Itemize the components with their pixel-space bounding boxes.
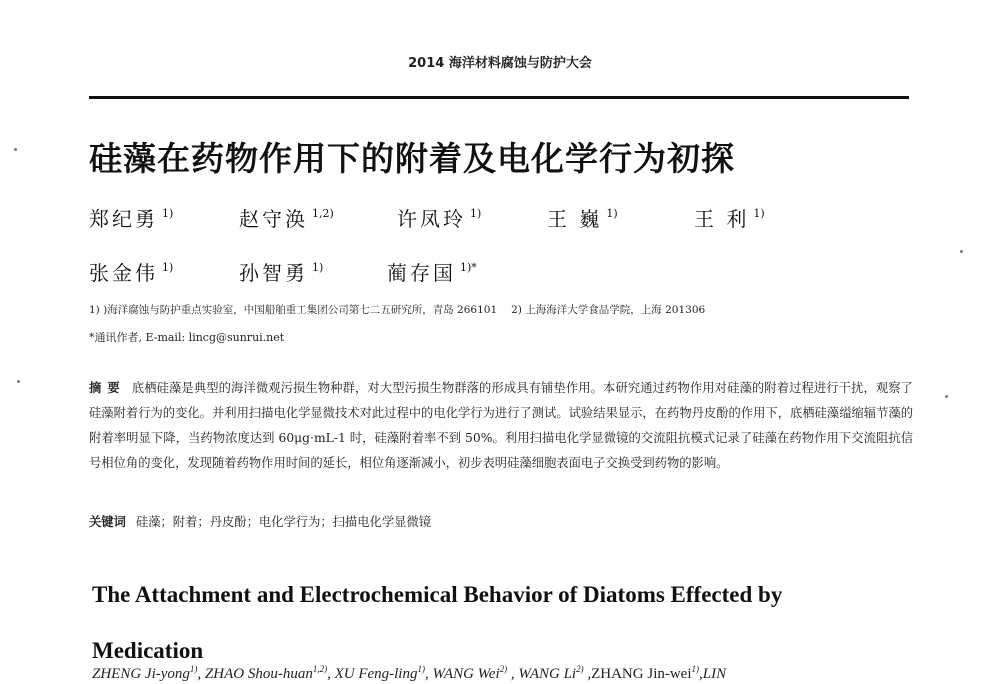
keywords — [89, 512, 431, 530]
abstract — [89, 376, 913, 476]
author: 王 巍 $^{1)}$ — [547, 207, 618, 231]
author: 张金伟 $^{1)}$ — [89, 261, 174, 285]
author: 蔺存国 $^{1)*}$ — [387, 261, 477, 285]
author: 许凤玲 $^{1)}$ — [397, 207, 482, 231]
affiliation-2: 2) 上海海洋大学食品学院，上海 201306 — [511, 304, 706, 316]
scan-speck — [17, 380, 20, 383]
scan-speck — [960, 250, 963, 253]
abstract-text: 底栖硅藻是典型的海洋微观污损生物种群，对大型污损生物群落的形成具有铺垫作用。本研究通过药物作用对硅藻的附着过程进行干扰，观察了硅藻附着行为的变化。并利用扫描电化学显微技术对此过程中的电化学行为进行了测试。试验结果显示，在药物丹皮酚的作用下，底栖硅藻缢缩辐节藻的附着率明显下降，当药物浓度达到 60μg·mL-1 时，硅藻附着率不到 50%。利用扫描电化学显微镜的交流阻抗模式记录了硅藻在药物作用下交流阻抗信号相位角的变化，发现随着药物作用时间的延长，相位角逐渐减小，初步表明硅藻细胞表面电子交换受到药物的影响。 — [89, 381, 913, 470]
header-rule — [89, 96, 909, 99]
chinese-title: 硅藻在药物作用下的附着及电化学行为初探 — [89, 139, 735, 178]
keywords-label: 关键词 — [89, 515, 126, 529]
scan-speck — [14, 148, 17, 151]
author: 郑纪勇 $^{1)}$ — [89, 207, 174, 231]
keywords-text: 硅藻；附着；丹皮酚；电化学行为；扫描电化学显微镜 — [135, 515, 432, 529]
scan-speck — [945, 395, 948, 398]
author: 孙智勇 $^{1)}$ — [239, 261, 324, 285]
english-title: The Attachment and Electrochemical Behavior of Diatoms Effected by Medication — [92, 582, 783, 663]
english-authors: ZHENG Ji-yong$^{1)}$, ZHAO Shou-huan$^{1,2)}$, XU Feng-ling$^{1)}$, WANG Wei$^{2)}$ , WANG Li$^{2)}$ ,ZHANG Jin-wei$^{1)}$,LIN — [92, 664, 727, 682]
affiliations — [89, 302, 705, 317]
author: 王 利 $^{1)}$ — [694, 207, 765, 231]
abstract-label: 摘要 — [89, 381, 126, 395]
corresponding-author: *通讯作者, E-mail: lincg@sunrui.net — [89, 331, 285, 344]
conference-header: 2014 海洋材料腐蚀与防护大会 — [408, 56, 592, 71]
author: 赵守涣 $^{1,2)}$ — [239, 207, 334, 231]
affiliation-1: 1) )海洋腐蚀与防护重点实验室，中国船舶重工集团公司第七二五研究所，青岛 266101 — [89, 304, 498, 316]
